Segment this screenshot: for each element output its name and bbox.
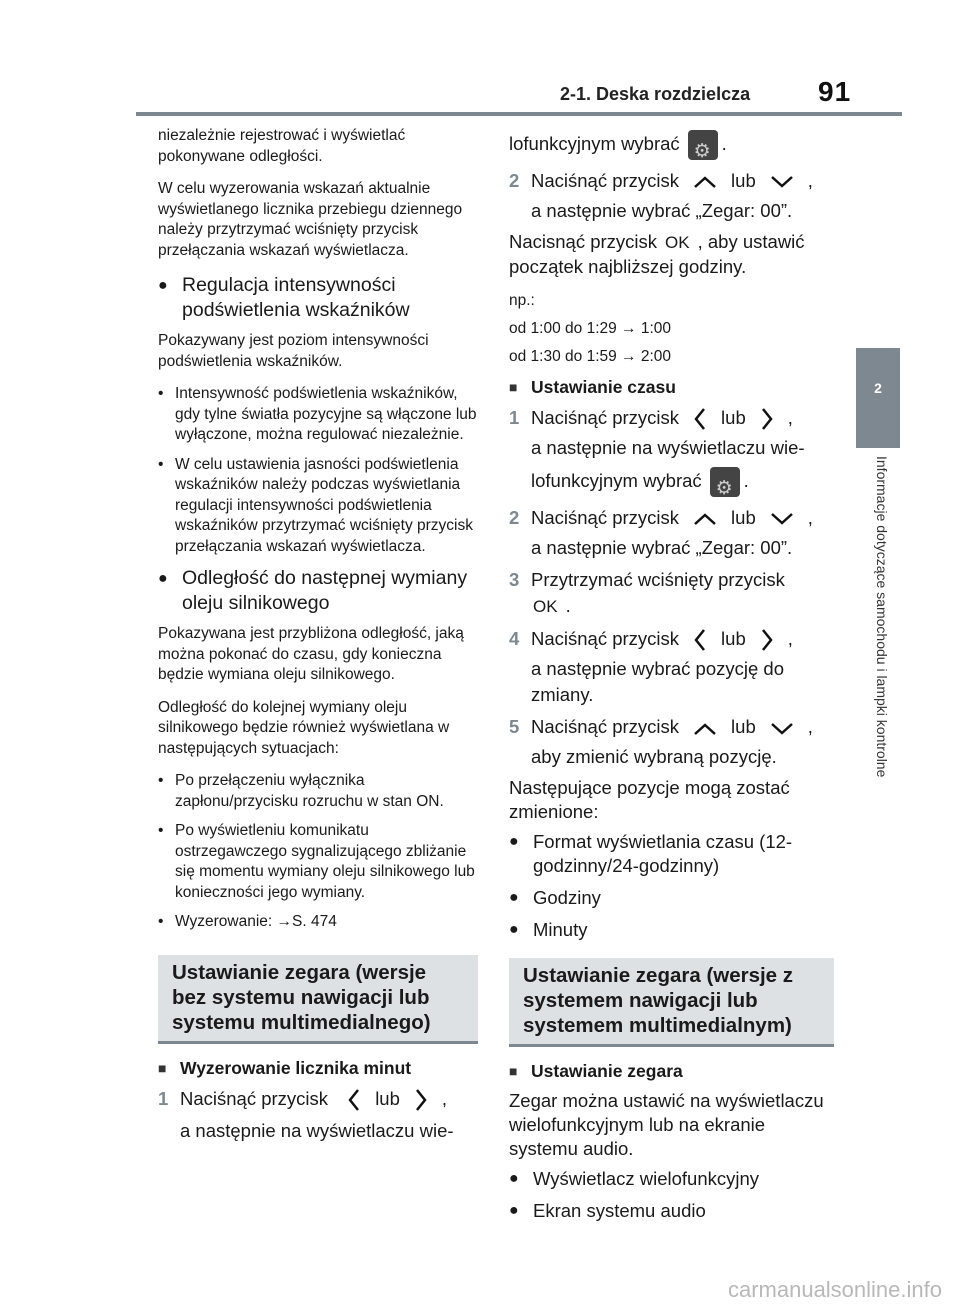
list-item: • Po wyświetleniu komunikatu ostrzegawczego sygnalizującego zbliżanie się momentu wymiany oleju silnikowego lub konieczności jego wymiany. xyxy=(158,822,475,901)
header-rule xyxy=(136,112,902,116)
chevron-up-icon xyxy=(693,175,717,189)
chevron-down-icon xyxy=(770,175,794,189)
chapter-side-label: Informacje dotyczące samochodu i lampki kontrolne xyxy=(874,456,890,778)
paragraph: Zegar można ustawić na wyświetlaczu wielofunkcyjnym lub na ekranie systemu audio. xyxy=(509,1090,824,1160)
chevron-left-icon xyxy=(693,628,707,652)
bullet-icon: ● xyxy=(158,277,168,294)
paragraph: W celu wyzerowania wskazań aktualnie wyświetlanego licznika przebiegu dziennego należy przytrzymać wciśnięty przycisk przełączania wskazań wyświetlacza. xyxy=(158,180,463,259)
chevron-left-icon xyxy=(693,407,707,431)
paragraph: Nacisnąć przycisk OK , aby ustawić początek najbliższej godziny. xyxy=(509,231,805,278)
section-title-bar: Ustawianie zegara (wersje z systemem nawigacji lub systemem multimedialnym) xyxy=(509,958,834,1047)
step: 1 Naciśnąć przycisk lub , xyxy=(509,405,834,431)
step-continuation: a następnie na wyświetlaczu wie- xyxy=(531,437,805,459)
list-item: ● Minuty xyxy=(509,919,588,941)
paragraph: Pokazywany jest poziom intensywności podświetlenia wskaźników. xyxy=(158,332,429,370)
chevron-down-icon xyxy=(770,722,794,736)
step-continuation: a następnie wybrać pozycję do zmiany. xyxy=(531,658,784,706)
step-continuation: aby zmienić wybraną pozycję. xyxy=(531,746,777,768)
example-line: od 1:00 do 1:29 → 1:00 xyxy=(509,320,672,338)
left-column xyxy=(158,126,478,1144)
subsection-title: ■ Wyzerowanie licznika minut xyxy=(158,1057,412,1078)
subsection-title: ■ Ustawianie czasu xyxy=(509,377,676,398)
step: 3 Przytrzymać wciśnięty przycisk xyxy=(509,569,785,591)
list-item: ● Ekran systemu audio xyxy=(509,1200,706,1222)
chevron-right-icon xyxy=(760,628,774,652)
watermark: carmanualsonline.info xyxy=(727,1277,942,1302)
paragraph: Następujące pozycje mogą zostać zmienione: xyxy=(509,777,790,823)
gear-icon xyxy=(688,130,718,160)
list-item: • Wyzerowanie: →S. 474 xyxy=(158,913,337,930)
section-header: 2-1. Deska rozdzielcza xyxy=(560,84,751,104)
bullet-heading: ● Odległość do następnej wymiany oleju silnikowego xyxy=(158,567,468,614)
step-continuation: lofunkcyjnym wybrać⚙ . xyxy=(509,126,834,162)
ok-button-symbol: OK xyxy=(533,597,558,617)
step-continuation: a następnie wybrać „Zegar: 00”. xyxy=(531,537,793,559)
ok-button-symbol: OK xyxy=(665,233,690,253)
subsection-title: ■ Ustawianie zegara xyxy=(509,1061,683,1082)
paragraph: niezależnie rejestrować i wyświetlać pokonywane odległości. xyxy=(158,127,406,165)
step-continuation: a następnie na wyświetlaczu wie- xyxy=(180,1119,454,1141)
right-column xyxy=(509,126,834,1231)
page-number: 91 xyxy=(818,76,852,107)
paragraph: Odległość do kolejnej wymiany oleju silnikowego będzie również wyświetlana w następujących sytuacjach: xyxy=(158,698,450,757)
chevron-up-icon xyxy=(693,722,717,736)
gear-icon xyxy=(710,467,740,497)
paragraph: Pokazywana jest przybliżona odległość, jaką można pokonać do czasu, gdy konieczna będzie wymiana oleju silnikowego. xyxy=(158,625,464,683)
list-item: ● Godziny xyxy=(509,887,601,909)
bullet-heading: ● Regulacja intensywności podświetlenia wskaźników xyxy=(158,274,410,321)
step: 4 Naciśnąć przycisk lub , xyxy=(509,626,834,652)
list-item: • W celu ustawienia jasności podświetlenia wskaźników należy podczas wyświetlania regulacji intensywności podświetlenia wskaźników przytrzymać wciśnięty przycisk przełączania wskazań wyświetlacza. xyxy=(158,455,473,555)
chapter-tab: 2 xyxy=(856,348,900,448)
list-item: ● Format wyświetlania czasu (12-godzinny/24-godzinny) xyxy=(509,831,793,877)
chevron-up-icon xyxy=(693,512,717,526)
bullet-icon: ● xyxy=(158,570,168,587)
step-continuation: OK . xyxy=(509,593,834,620)
step: 2 Naciśnąć przycisk lub , xyxy=(509,170,813,191)
example-label: np.: xyxy=(509,292,535,310)
section-title-bar: Ustawianie zegara (wersje bez systemu nawigacji lub systemu multimedialnego) xyxy=(158,955,478,1044)
step: 1 Naciśnąć przycisk lub , xyxy=(158,1086,478,1112)
step-continuation: lofunkcyjnym wybrać⚙ . xyxy=(509,463,834,499)
list-item: ● Wyświetlacz wielofunkcyjny xyxy=(509,1168,760,1190)
list-item: • Intensywność podświetlenia wskaźników, gdy tylne światła pozycyjne są włączone lub wyłączone, można regulować niezależnie. xyxy=(158,385,477,443)
step: 2 Naciśnąć przycisk lub , xyxy=(509,507,813,529)
chevron-left-icon xyxy=(347,1088,361,1112)
list-item: • Po przełączeniu wyłącznika zapłonu/przycisku rozruchu w stan ON. xyxy=(158,772,444,810)
step-continuation: a następnie wybrać „Zegar: 00”. xyxy=(531,200,793,221)
chevron-right-icon xyxy=(414,1088,428,1112)
example-line: od 1:30 do 1:59 → 2:00 xyxy=(509,348,672,366)
step: 5 Naciśnąć przycisk lub , xyxy=(509,716,813,738)
chevron-down-icon xyxy=(770,512,794,526)
chevron-right-icon xyxy=(760,407,774,431)
